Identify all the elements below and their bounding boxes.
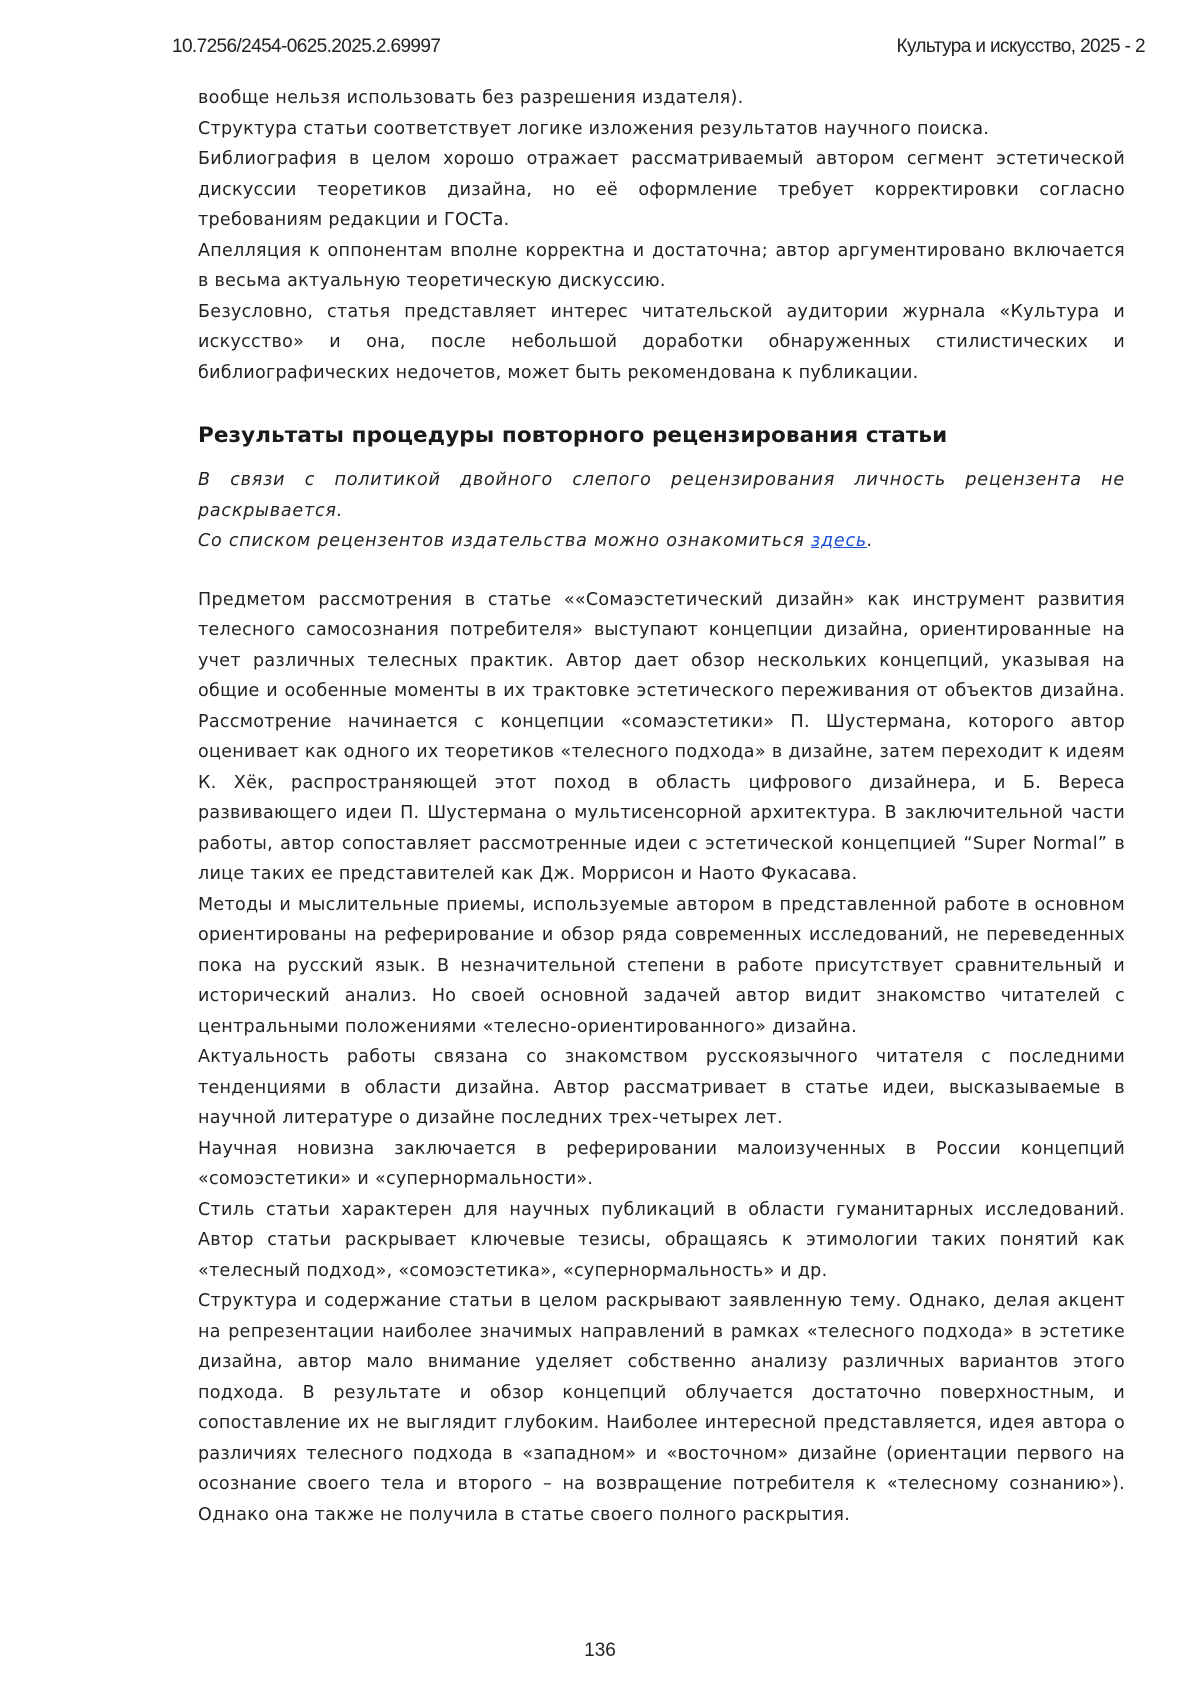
intro-paragraph: Библиография в целом хорошо отражает рассматриваемый автором сегмент эстетической дискуссии теоретиков дизайна, но её оформление требует корректировки согласно требованиям редакции и ГОСТа. xyxy=(198,149,1125,230)
running-header xyxy=(172,36,1145,58)
body-paragraph: Предметом рассмотрения в статье ««Сомаэстетический дизайн» как инструмент развития телесного самосознания потребителя» выступают концепции дизайна, ориентированные на учет различных телесных практик. Автор дает обзор нескольких концепций, указывая на общие и особенные моменты в их трактовке эстетического переживания от объектов дизайна. Рассмотрение начинается с концепции «сомаэстетики» П. Шустермана, которого автор оценивает как одного их теоретиков «телесного подхода» в дизайне, затем переходит к идеям К. Хёк, распространяющей этот поход в область цифрового дизайнера, и Б. Вереса развивающего идеи П. Шустермана о мультисенсорной архитектура. В заключительной части работы, автор сопоставляет рассмотренные идеи с эстетической концепцией “Super Normal” в лице таких ее представителей как Дж. Моррисон и Наото Фукасава. xyxy=(198,589,1125,884)
review-note xyxy=(198,465,1125,557)
intro-paragraph: Безусловно, статья представляет интерес читательской аудитории журнала «Культура и искусство» и она, после небольшой доработки обнаруженных стилистических и библиографических недочетов, может быть рекомендована к публикации. xyxy=(198,301,1125,383)
body-paragraph: Актуальность работы связана со знакомством русскоязычного читателя с последними тенденциями в области дизайна. Автор рассматривает в статье идеи, высказываемые в научной литературе о дизайне последних трех-четырех лет. xyxy=(198,1047,1125,1128)
reviewers-note-text: Со списком рецензентов издательства можно ознакомиться xyxy=(198,531,811,551)
body-paragraph: Научная новизна заключается в реферировании малоизученных в России концепций «сомоэстетики» и «супернормальности». xyxy=(198,1138,1125,1189)
body-paragraph: Структура и содержание статьи в целом раскрывают заявленную тему. Однако, делая акцент на репрезентации наиболее значимых направлений в рамках «телесного подхода» в эстетике дизайна, автор мало внимание уделяет собственно анализу различных вариантов этого подхода. В результате и обзор концепций облучается достаточно поверхностным, и сопоставление их не выглядит глубоким. Наиболее интересной представляется, идея автора о различиях телесного подхода в «западном» и «восточном» дизайне (ориентации первого на осознание своего тела и второго – на возвращение потребителя к «телесному сознанию»). Однако она также не получила в статье своего полного раскрытия. xyxy=(198,1291,1125,1525)
body-paragraph: Методы и мыслительные приемы, используемые автором в представленной работе в основном ориентированы на реферирование и обзор ряда современных исследований, не переведенных пока на русский язык. В незначительной степени в работе присутствует сравнительный и исторический анализ. Но своей основной задачей автор видит знакомство читателей с центральными положениями «телесно-ориентированного» дизайна. xyxy=(198,894,1125,1037)
anonymity-note: В связи с политикой двойного слепого рецензирования личность рецензента не раскрывается. xyxy=(198,470,1125,521)
main-content xyxy=(198,83,1125,1530)
intro-paragraph: Структура статьи соответствует логике изложения результатов научного поиска. xyxy=(198,118,990,139)
journal-issue: Культура и искусство, 2025 - 2 xyxy=(896,36,1145,57)
reviewers-link[interactable]: здесь xyxy=(810,531,867,551)
page-number: 136 xyxy=(584,1640,616,1661)
intro-paragraph: Апелляция к оппонентам вполне корректна и достаточна; автор аргументировано включается в весьма актуальную теоретическую дискуссию. xyxy=(198,240,1125,291)
body-paragraph: Стиль статьи характерен для научных публикаций в области гуманитарных исследований. Автор статьи раскрывает ключевые тезисы, обращаясь к этимологии таких понятий как «телесный подход», «сомоэстетика», «супернормальность» и др. xyxy=(198,1199,1125,1281)
intro-paragraph: вообще нельзя использовать без разрешения издателя). xyxy=(198,88,744,108)
section-heading: Результаты процедуры повторного рецензирования статьи xyxy=(198,423,948,448)
reviewers-note xyxy=(198,526,1125,557)
reviewers-note-end: . xyxy=(867,531,874,551)
doi-text: 10.7256/2454-0625.2025.2.69997 xyxy=(172,36,441,57)
